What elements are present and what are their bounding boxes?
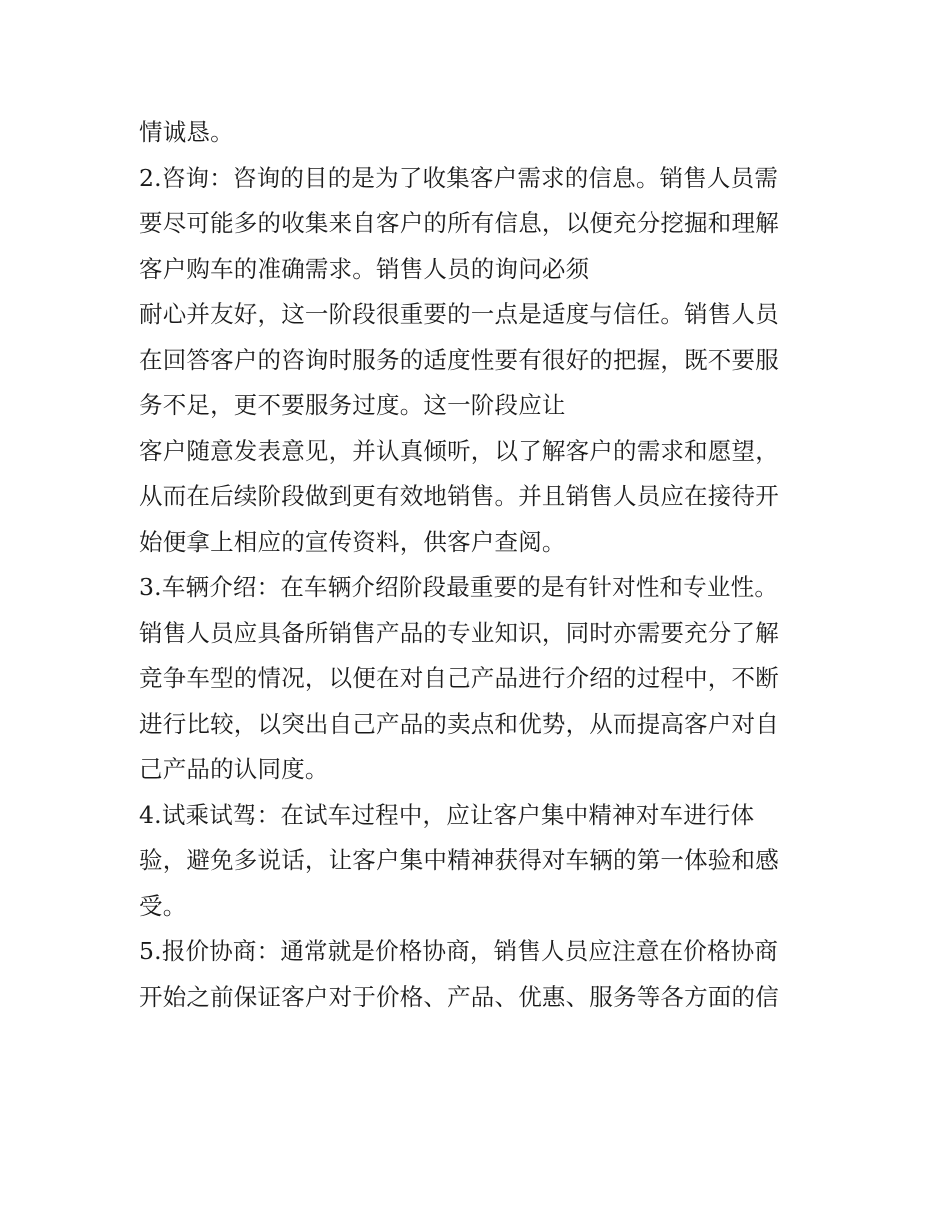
text-line: 始便拿上相应的宣传资料，供客户查阅。 [139, 527, 566, 556]
text-line: 4.试乘试驾：在试车过程中，应让客户集中精神对车进行体 [139, 800, 755, 829]
text-line: 3.车辆介绍：在车辆介绍阶段最重要的是有针对性和专业性。 [139, 573, 779, 601]
text-line: 己产品的认同度。 [139, 755, 329, 783]
text-line: 销售人员应具备所销售产品的专业知识，同时亦需要充分了解 [139, 618, 779, 647]
text-line: 耐心并友好，这一阶段很重要的一点是适度与信任。销售人员 [139, 300, 779, 328]
text-line: 竞争车型的情况，以便在对自己产品进行介绍的过程中，不断 [139, 664, 779, 692]
text-line: 在回答客户的咨询时服务的适度性要有很好的把握，既不要服 [139, 345, 779, 374]
text-line: 5.报价协商：通常就是价格协商，销售人员应注意在价格协商 [139, 937, 779, 965]
text-line: 验，避免多说话，让客户集中精神获得对车辆的第一体验和感 [139, 846, 779, 874]
text-line: 要尽可能多的收集来自客户的所有信息，以便充分挖掘和理解 [139, 209, 779, 237]
text-line: 从而在后续阶段做到更有效地销售。并且销售人员应在接待开 [139, 482, 779, 510]
body-text [139, 110, 839, 1020]
text-line: 进行比较，以突出自己产品的卖点和优势，从而提高客户对自 [139, 709, 779, 738]
text-line: 客户随意发表意见，并认真倾听，以了解客户的需求和愿望， [139, 436, 779, 465]
text-line: 2.咨询：咨询的目的是为了收集客户需求的信息。销售人员需 [139, 163, 779, 192]
text-line: 客户购车的准确需求。销售人员的询问必须 [139, 254, 590, 283]
text-line: 开始之前保证客户对于价格、产品、优惠、服务等各方面的信 [139, 982, 779, 1011]
text-line: 情诚恳。 [139, 118, 234, 146]
text-line: 务不足，更不要服务过度。这一阶段应让 [139, 391, 566, 419]
text-line: 受。 [139, 891, 187, 920]
